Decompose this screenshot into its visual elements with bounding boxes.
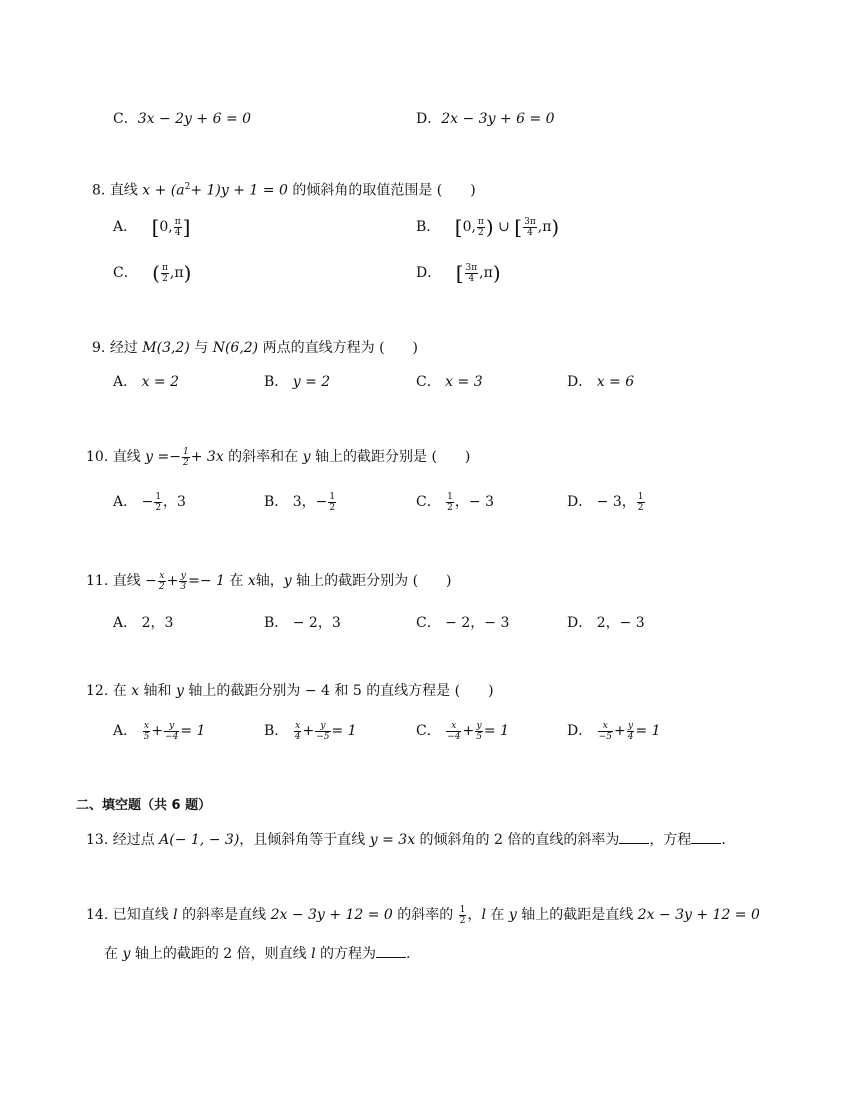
answer-blank[interactable] [619,829,649,844]
fraction-half: $\frac{1}{2}$ [459,904,466,926]
point-n: N(6,2) [212,340,259,356]
q9-option-a [113,371,179,393]
q12-v1: − 4 [304,683,330,699]
q9-text1: 经过 [109,340,138,356]
q9-stem [92,337,418,359]
q14-t1: 已知直线 [112,907,169,923]
option-label: D． [567,374,593,390]
option-label: D． [567,615,593,631]
q13-t1: 经过点 [112,832,155,848]
var-y: y [508,907,517,923]
answer-blank[interactable] [691,829,721,844]
option-label: C． [416,374,441,390]
q14-line2-b: 轴上的截距的 [134,946,219,962]
q8-expr-a: x + (a [142,182,185,199]
q10-option-d: D． − 3， $\frac{1}{2}$ [567,491,644,513]
q8-lead: 直线 [109,182,138,199]
option-label: D． [567,723,593,739]
question-number: 9. [92,340,106,356]
q14-t5: 在 [490,907,505,923]
var-l: l [311,946,316,962]
q12-option-c: C． $\frac{x}{-4}$ + $\frac{y}{5}$ = 1 [416,720,510,742]
question-number: 10. [86,449,109,465]
option-label: A． [113,219,138,235]
q12-v2: 5 [352,683,362,699]
q13-stem [86,829,726,851]
var-y: y [122,946,131,962]
var-l: l [481,907,486,923]
q11-option-b [264,612,341,634]
interval: [0, $\frac{\pi}{2}$ ) ∪ [ $\frac{3\pi}{4}$ ,π) [454,215,560,239]
q12-option-d: D． $\frac{x}{-5}$ + $\frac{y}{4}$ = 1 [567,720,661,742]
q12-option-a: A． $\frac{x}{5}$ + $\frac{y}{-4}$ = 1 [113,720,206,742]
q13-t3: 的倾斜角的 [419,832,490,848]
q13-two: 2 [494,832,503,848]
option-expr: x = 3 [445,374,483,390]
option-expr: 2，3 [141,615,174,631]
q10-expr: y =− $\frac{1}{2}$ + 3x [145,446,224,468]
interval: [ $\frac{3\pi}{4}$ ,π) [455,261,501,285]
point-m: M(3,2) [142,340,190,356]
option-expr: − 2，3 [292,615,341,631]
q11-text: 在 [229,573,244,589]
q11-t3: 轴上的截距分别为 [296,573,409,589]
option-label: B． [264,494,289,510]
option-label: B． [264,723,289,739]
q10-stem [86,446,470,468]
option-label: C． [113,265,138,281]
q11-t2: 轴， [255,573,284,589]
option-expr: 2x − 3y + 6 = 0 [441,111,555,127]
section-title: 二、填空题（共 6 题） [76,798,212,813]
answer-paren: ( ) [412,573,452,589]
q12-t3: 和 [334,683,349,699]
option-label: B． [264,374,289,390]
q8-option-d [416,262,501,284]
q8-stem [92,176,476,202]
q8-tail: 的倾斜角的取值范围是 [292,182,433,199]
q11-expr: − $\frac{x}{2}$ + $\frac{y}{3}$ =− 1 [145,570,225,592]
q8-option-a [113,216,190,238]
option-expr: y = 2 [292,374,331,390]
answer-paren: ( ) [454,683,494,699]
option-label: B． [416,219,441,235]
var-l: l [173,907,178,923]
q11-lead: 直线 [112,573,141,589]
q9-text3: 两点的直线方程为 [262,340,375,356]
q12-t4: 的直线方程是 [366,683,451,699]
var-y: y [283,573,292,589]
question-number: 8. [92,182,106,199]
q8-expr-b: + 1)y + 1 = 0 [190,182,288,199]
option-expr: − 2，− 3 [445,615,510,631]
q11-stem [86,570,452,592]
option-expr: x = 2 [141,374,180,390]
q11-option-c [416,612,509,634]
q8-sup: 2 [184,182,191,192]
q14-line2-d: 的方程为 [320,946,377,962]
answer-paren: ( ) [379,340,418,356]
option-label: C． [416,615,441,631]
var-x: x [131,683,140,699]
q14-t2: 的斜率是直线 [182,907,267,923]
q10-option-c: C． $\frac{1}{2}$ ，− 3 [416,491,494,513]
q14-line2-e: . [406,946,411,962]
q12-option-b: B． $\frac{x}{4}$ + $\frac{y}{-5}$ = 1 [264,720,357,742]
q13-eq: y = 3x [369,832,416,848]
q14-stem-line1 [86,904,760,926]
option-label: C． [113,111,138,127]
option-label: D． [567,494,593,510]
answer-paren: ( ) [431,449,471,465]
q10-tail2: 轴上的截距分别是 [315,449,427,465]
q13-t2: ，且倾斜角等于直线 [239,832,366,848]
q14-eq: 2x − 3y + 12 = 0 [270,907,393,923]
var-y: y [302,449,311,465]
q14-line2-c: 倍，则直线 [236,946,307,962]
q12-t1: 轴和 [143,683,172,699]
q11-option-a [113,612,173,634]
q8-option-b [416,216,559,238]
question-number: 11. [86,573,109,589]
q10-option-a: A． − $\frac{1}{2}$ ，3 [113,491,186,513]
interval: ( $\frac{\pi}{2}$ ,π) [152,261,192,285]
option-expr: 3x − 2y + 6 = 0 [137,111,252,127]
point-a: A(− 1, − 3) [159,832,240,848]
option-label: D． [416,265,442,281]
q12-t2: 轴上的截距分别为 [188,683,301,699]
question-number: 13. [86,832,109,848]
q14-stem-line2 [104,943,411,965]
interval: [0, $\frac{\pi}{4}$ ] [151,215,191,239]
option-label: C． [416,723,441,739]
option-label: C． [416,494,441,510]
q10-lead: 直线 [112,449,141,465]
question-number: 14. [86,907,109,923]
q14-line2-a: 在 [104,946,118,962]
q9-option-d [567,371,634,393]
option-label: A． [113,374,138,390]
q11-option-d [567,612,645,634]
q14-t4: ， [467,907,482,923]
option-label: A． [113,494,138,510]
q7-option-c [113,108,251,130]
q8-option-c [113,262,191,284]
q13-t5: ，方程 [649,832,692,848]
var-x: x [247,573,256,589]
option-label: B． [264,615,289,631]
q12-text: 在 [112,683,127,699]
option-label: A． [113,723,138,739]
q12-stem [86,680,494,702]
q14-two: 2 [223,946,233,962]
answer-blank[interactable] [376,943,406,958]
q7-option-d [416,108,555,130]
q10-tail: 的斜率和在 [228,449,299,465]
q9-option-c [416,371,483,393]
var-y: y [175,683,184,699]
q14-t3: 的斜率的 [397,907,454,923]
q13-t6: . [721,832,726,848]
q14-t6: 轴上的截距是直线 [521,907,634,923]
q13-t4: 倍的直线的斜率为 [507,832,620,848]
q10-option-b: B． 3，− $\frac{1}{2}$ [264,491,336,513]
answer-paren: ( ) [436,182,476,199]
option-label: D． [416,111,442,127]
question-number: 12. [86,683,109,699]
q9-option-b [264,371,330,393]
option-expr: 2，− 3 [596,615,645,631]
option-label: A． [113,615,138,631]
q14-eq2: 2x − 3y + 12 = 0 [637,907,760,923]
q9-text2: 与 [194,340,209,356]
option-expr: x = 6 [596,374,635,390]
